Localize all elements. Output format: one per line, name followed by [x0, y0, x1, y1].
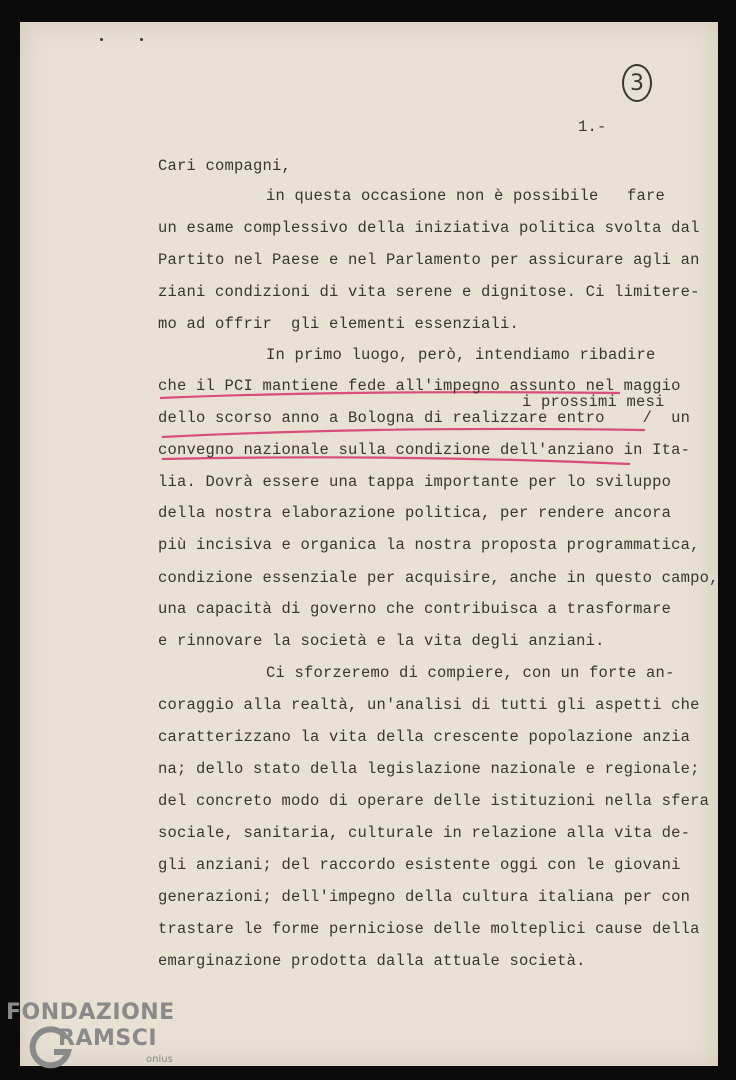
text-line: un esame complessivo della iniziativa politica svolta dal [158, 219, 700, 237]
text-line: caratterizzano la vita della crescente popolazione anzia [158, 728, 691, 746]
text-line: Cari compagni, [158, 157, 292, 175]
text-line: una capacità di governo che contribuisca a trasformare [158, 600, 672, 618]
text-line: In primo luogo, però, intendiamo ribadire [266, 346, 656, 364]
text-line: che il PCI mantiene fede all'impegno assunto nel maggio [158, 377, 681, 395]
watermark-line-1: FONDAZIONE [6, 1000, 175, 1025]
text-line: na; dello stato della legislazione nazionale e regionale; [158, 760, 700, 778]
text-line: dello scorso anno a Bologna di realizzare entro / un [158, 409, 691, 427]
text-line: condizione essenziale per acquisire, anche in questo campo, [158, 569, 719, 587]
text-line: lia. Dovrà essere una tappa importante per lo sviluppo [158, 473, 672, 491]
text-line: Ci sforzeremo di compiere, con un forte an- [266, 664, 675, 682]
fondazione-gramsci-watermark [6, 1000, 196, 1076]
text-line: più incisiva e organica la nostra proposta programmatica, [158, 536, 700, 554]
text-line: Partito nel Paese e nel Parlamento per assicurare agli an [158, 251, 700, 269]
text-line: coraggio alla realtà, un'analisi di tutti gli aspetti che [158, 696, 700, 714]
text-line: della nostra elaborazione politica, per rendere ancora [158, 504, 672, 522]
text-line: mo ad offrir gli elementi essenziali. [158, 315, 520, 333]
text-line: convegno nazionale sulla condizione dell'anziano in Ita- [158, 441, 691, 459]
document-page [20, 22, 718, 1066]
text-line: in questa occasione non è possibile fare [266, 187, 666, 205]
text-line: emarginazione prodotta dalla attuale società. [158, 952, 586, 970]
text-line: generazioni; dell'impegno della cultura italiana per con [158, 888, 691, 906]
text-line: ziani condizioni di vita serene e dignitose. Ci limitere- [158, 283, 700, 301]
text-line: gli anziani; del raccordo esistente oggi con le giovani [158, 856, 681, 874]
text-line: sociale, sanitaria, culturale in relazione alla vita de- [158, 824, 691, 842]
text-line: del concreto modo di operare delle istituzioni nella sfera [158, 792, 710, 810]
handwritten-insertion: i prossimi mesi [522, 393, 665, 411]
text-line: e rinnovare la società e la vita degli anziani. [158, 632, 605, 650]
text-line: trastare le forme perniciose delle molteplici cause della [158, 920, 700, 938]
page-number: 1.- [578, 118, 607, 136]
watermark-line-3: onlus [146, 1054, 173, 1065]
watermark-line-2: RAMSCI [58, 1026, 158, 1051]
circled-page-number: 3 [622, 64, 652, 102]
